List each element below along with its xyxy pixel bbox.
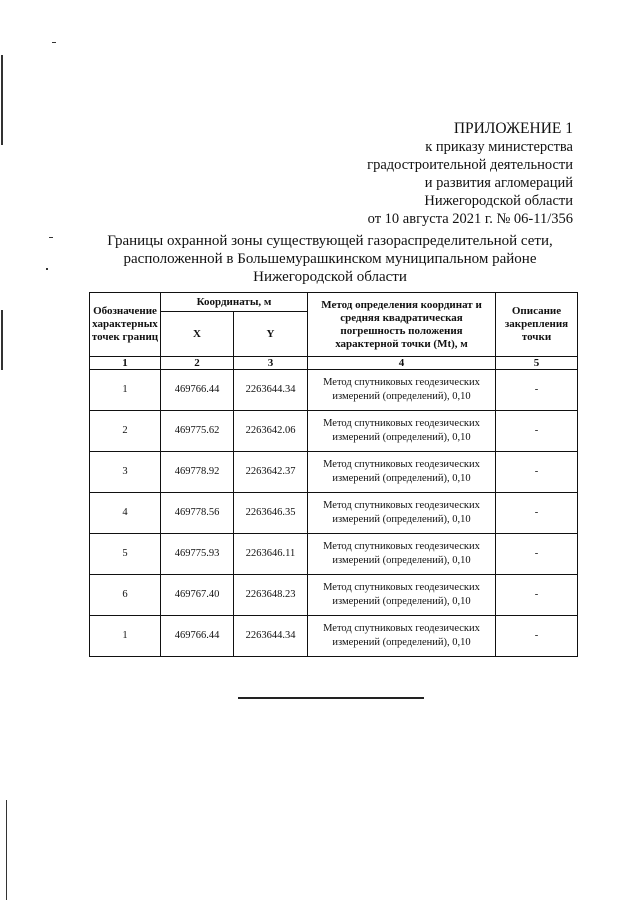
cell-y: 2263642.06 [234,411,308,452]
scan-artifact [6,800,7,900]
cell-description: - [496,411,578,452]
table-row [90,411,578,452]
cell-method: Метод спутниковых геодезических измерений (определений), 0,10 [308,493,496,534]
cell-description: - [496,370,578,411]
cell-point: 5 [90,534,161,575]
cell-description: - [496,534,578,575]
header-description: Описание закрепления точки [496,293,578,357]
appendix-order-date: от 10 августа 2021 г. № 06-11/356 [367,211,573,227]
appendix-title: ПРИЛОЖЕНИЕ 1 [453,120,573,137]
cell-method: Метод спутниковых геодезических измерений (определений), 0,10 [308,411,496,452]
cell-y: 2263646.11 [234,534,308,575]
appendix-line: Нижегородской области [424,193,573,209]
cell-y: 2263646.35 [234,493,308,534]
cell-y: 2263642.37 [234,452,308,493]
cell-x: 469767.40 [161,575,234,616]
scan-artifact [46,268,48,270]
cell-x: 469775.62 [161,411,234,452]
column-number: 5 [496,357,578,370]
header-x: X [161,312,234,357]
table-row [90,452,578,493]
column-number: 2 [161,357,234,370]
closing-divider [238,697,424,699]
cell-point: 4 [90,493,161,534]
header-coordinates: Координаты, м [161,293,308,312]
scan-artifact [1,310,3,370]
cell-point: 2 [90,411,161,452]
column-number: 3 [234,357,308,370]
cell-x: 469778.56 [161,493,234,534]
cell-point: 3 [90,452,161,493]
cell-method: Метод спутниковых геодезических измерений (определений), 0,10 [308,616,496,657]
cell-method: Метод спутниковых геодезических измерений (определений), 0,10 [308,575,496,616]
cell-y: 2263644.34 [234,616,308,657]
title-line: расположенной в Большемурашкинском муниципальном районе [123,251,537,267]
cell-x: 469766.44 [161,616,234,657]
header-method: Метод определения координат и средняя квадратическая погрешность положения характерной точки (Mt), м [308,293,496,357]
cell-y: 2263648.23 [234,575,308,616]
cell-method: Метод спутниковых геодезических измерений (определений), 0,10 [308,452,496,493]
appendix-line: градостроительной деятельности [367,157,573,173]
table-row [90,616,578,657]
cell-method: Метод спутниковых геодезических измерений (определений), 0,10 [308,534,496,575]
cell-x: 469778.92 [161,452,234,493]
table-row [90,370,578,411]
title-line: Нижегородской области [253,269,407,285]
cell-y: 2263644.34 [234,370,308,411]
cell-method: Метод спутниковых геодезических измерений (определений), 0,10 [308,370,496,411]
column-number: 1 [90,357,161,370]
column-number: 4 [308,357,496,370]
appendix-line: и развития агломераций [424,175,573,191]
title-line: Границы охранной зоны существующей газораспределительной сети, [107,233,553,249]
cell-description: - [496,452,578,493]
cell-x: 469766.44 [161,370,234,411]
boundary-points-table [89,292,578,657]
scan-artifact [49,237,53,238]
cell-point: 6 [90,575,161,616]
document-title [90,232,570,286]
header-y: Y [234,312,308,357]
table-row [90,534,578,575]
scan-artifact [1,55,3,145]
cell-description: - [496,575,578,616]
cell-description: - [496,493,578,534]
appendix-line: к приказу министерства [425,139,573,155]
table-row [90,575,578,616]
scan-artifact [52,42,56,43]
cell-point: 1 [90,616,161,657]
header-designation: Обозначение характерных точек границ [90,293,161,357]
cell-x: 469775.93 [161,534,234,575]
appendix-header [367,120,573,228]
table-row [90,493,578,534]
cell-description: - [496,616,578,657]
cell-point: 1 [90,370,161,411]
